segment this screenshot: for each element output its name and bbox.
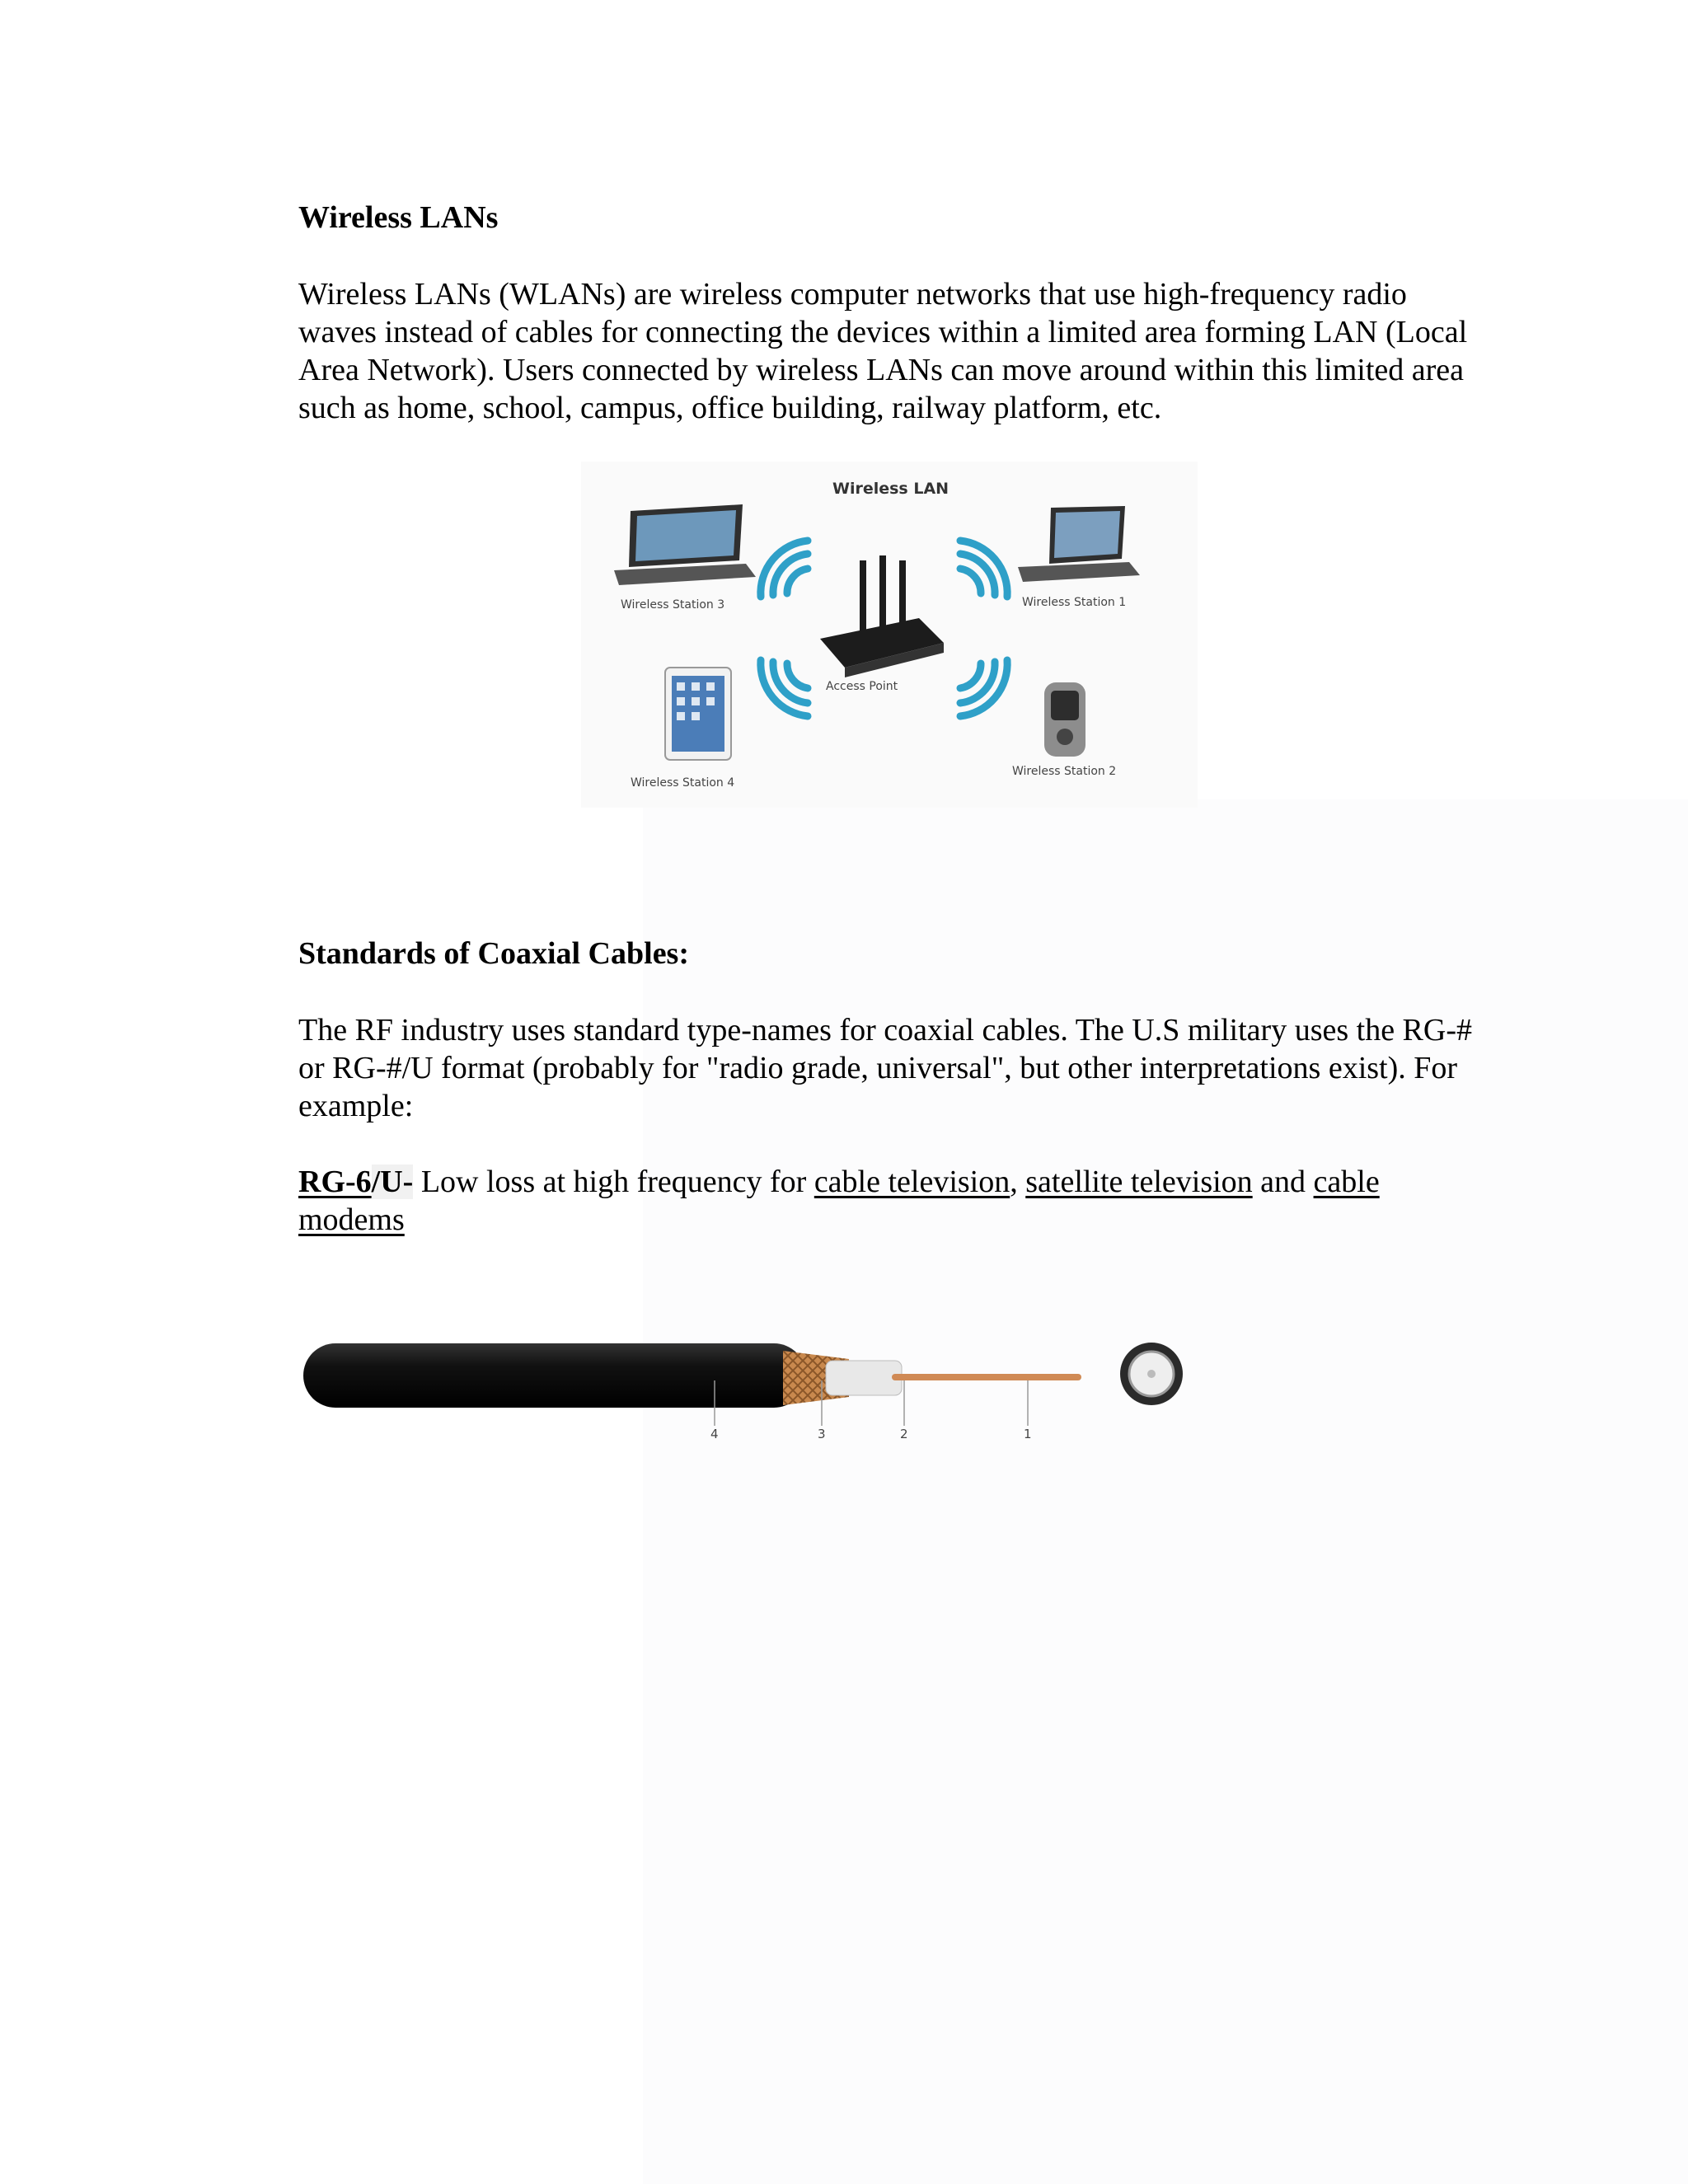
- cable-conductor: [892, 1374, 1081, 1380]
- label-access-point: Access Point: [826, 680, 898, 693]
- callout-3: 3: [818, 1427, 826, 1441]
- laptop-icon: [614, 504, 756, 585]
- coaxial-cable-diagram: [298, 1331, 1197, 1446]
- label-wireless-station-2: Wireless Station 2: [1012, 765, 1117, 778]
- coaxial-cable-figure: [298, 1331, 1197, 1446]
- phone-icon: [1044, 682, 1085, 757]
- callout-4: 4: [710, 1427, 719, 1441]
- link-satellite-television[interactable]: satellite television: [1025, 1165, 1253, 1199]
- callout-2: 2: [900, 1427, 908, 1441]
- link-cable-modems[interactable]: cable modems: [298, 1165, 1380, 1237]
- callout-1: 1: [1024, 1427, 1032, 1441]
- heading-wireless-lans: Wireless LANs: [298, 200, 499, 235]
- link-cable-television[interactable]: cable television: [814, 1165, 1010, 1199]
- label-wireless-station-1: Wireless Station 1: [1022, 596, 1127, 609]
- label-wireless-station-4: Wireless Station 4: [631, 776, 735, 790]
- label-wireless-station-3: Wireless Station 3: [621, 598, 725, 612]
- link-rg6[interactable]: RG-6: [298, 1165, 372, 1199]
- paragraph-wireless-lans: Wireless LANs (WLANs) are wireless computer networks that use high-frequency radio waves instead of cables for connecting the devices within a limited area forming LAN (Local Area Network). Users connected by wireless LANs can move around within this limited area such as home, school, campus, office building, railway platform, etc.: [298, 277, 1468, 425]
- tablet-icon: [665, 668, 731, 760]
- rg6-suffix: /U-: [371, 1165, 414, 1199]
- cable-jacket: [303, 1343, 806, 1408]
- page-background-tint: [643, 799, 1688, 2184]
- cable-cross-section: [1120, 1343, 1183, 1405]
- separator-comma: ,: [1010, 1165, 1026, 1199]
- figure-title: Wireless LAN: [832, 480, 950, 498]
- wireless-lan-diagram: [581, 462, 1198, 808]
- rg6-description: Low loss at high frequency for: [413, 1165, 814, 1199]
- separator-and: and: [1252, 1165, 1314, 1199]
- heading-coaxial-standards: Standards of Coaxial Cables:: [298, 936, 689, 971]
- wireless-lan-figure: [581, 462, 1198, 808]
- paragraph-rg6: [298, 1163, 1485, 1239]
- paragraph-coaxial-standards: The RF industry uses standard type-names for coaxial cables. The U.S military uses the RG-# or RG-#/U format (probably for "radio grade, universal", but other interpretations exist). For example:: [298, 1013, 1472, 1123]
- cable-dielectric: [826, 1361, 902, 1395]
